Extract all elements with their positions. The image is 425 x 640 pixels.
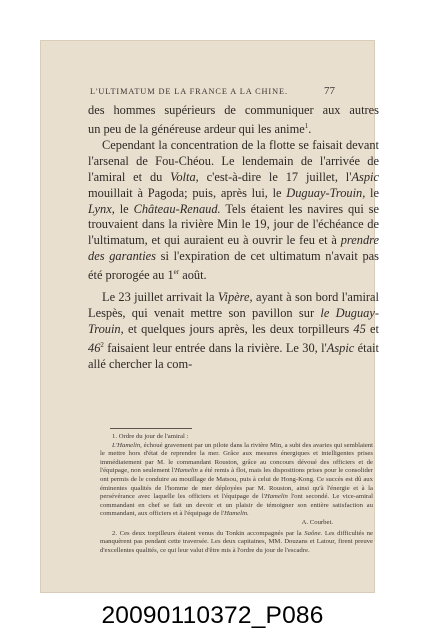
running-head-title: L'ULTIMATUM DE LA FRANCE A LA CHINE. — [90, 87, 288, 96]
footnote-rule — [110, 428, 192, 429]
page-number: 77 — [324, 85, 335, 97]
paragraph-2: Cependant la concentration de la flotte se faisait devant l'arsenal de Fou-Chéou. Le lendemain de l'arrivée de l'amiral et du Volta, c'est-à-dire le 17 juillet, l'Aspic mouillait à Pagoda; puis, après lui, le Duguay-Trouin, le Lynx, le Château-Renaud. Tels étaient les navires qui se trouvaient dans la rivière Min le 19, jour de l'échéance de l'ultimatum, et qui auraient eu à ouvrir le feu et à prendre des garanties si l'expiration de cet ultimatum n'avait pas été prorogée au 1er août. — [88, 137, 379, 283]
footnote-2-text: 2. Ces deux torpilleurs étaient venus du Tonkin accompagnés par la Saône. Les difficultés ne manquèrent pas pendant cette traversée. Les deux capitaines, MM. Douzans et Latour, firent preuve d'excellentes qualités, ce qui leur valut d'être mis à l'ordre du jour de l'escadre. — [100, 529, 373, 554]
footnote-1-title: 1. Ordre du jour de l'amiral : — [112, 433, 189, 440]
paragraph-3: Le 23 juillet arrivait la Vipère, ayant à son bord l'amiral Lespès, qui venait mettre son pavillon sur le Duguay-Trouin, et quelques jours après, les deux torpilleurs 45 et $46^2$ faisaient leur entrée dans la rivière. Le 30, l'Aspic était allé chercher la com- — [88, 290, 379, 371]
footnote-1-text: L'Hamelin, échoué gravement par un pilote dans la rivière Min, a subi des avaries qui semblaient le mettre hors d'état de reprendre la mer. Grâce aux mesures énergiques et intelligentes prises immédiatement par M. le commandant Rouston, grâce au concours dévoué des officiers et de l'équipage, non seulement l'Hamelin a été remis à flot, mais les dispositions prises pour le consolider ont permis de le conduire au mouillage de Matsou, puis à celui de Hong-Kong. Ce succès est dû aux éminentes qualités de l'homme de mer déployées par M. Rouston, ainsi qu'à l'énergie et à la persévérance avec laquelle les officiers et l'équipage de l'Hamelin l'ont secondé. Le vice-amiral commandant en chef se fait un devoir et un plaisir de témoigner son entière satisfaction au commandant, aux officiers et à l'équipage de l'Hamelin. — [100, 441, 373, 518]
footnotes — [100, 433, 373, 555]
footnote-ref-1: 1 — [304, 121, 309, 130]
archive-id-caption: 20090110372_P086 — [101, 602, 324, 629]
paragraph-1-line-1: des hommes supérieurs de communiquer aux autres — [88, 103, 379, 117]
body-text — [88, 103, 379, 373]
footnote-ref-2: 2 — [100, 340, 104, 349]
scanned-page — [40, 40, 379, 593]
footnote-1-signature: A. Courbet. — [301, 518, 333, 526]
paragraph-1-line-2: un peu de la généreuse ardeur qui les anime$^1$. — [88, 121, 312, 137]
running-header — [40, 85, 375, 99]
